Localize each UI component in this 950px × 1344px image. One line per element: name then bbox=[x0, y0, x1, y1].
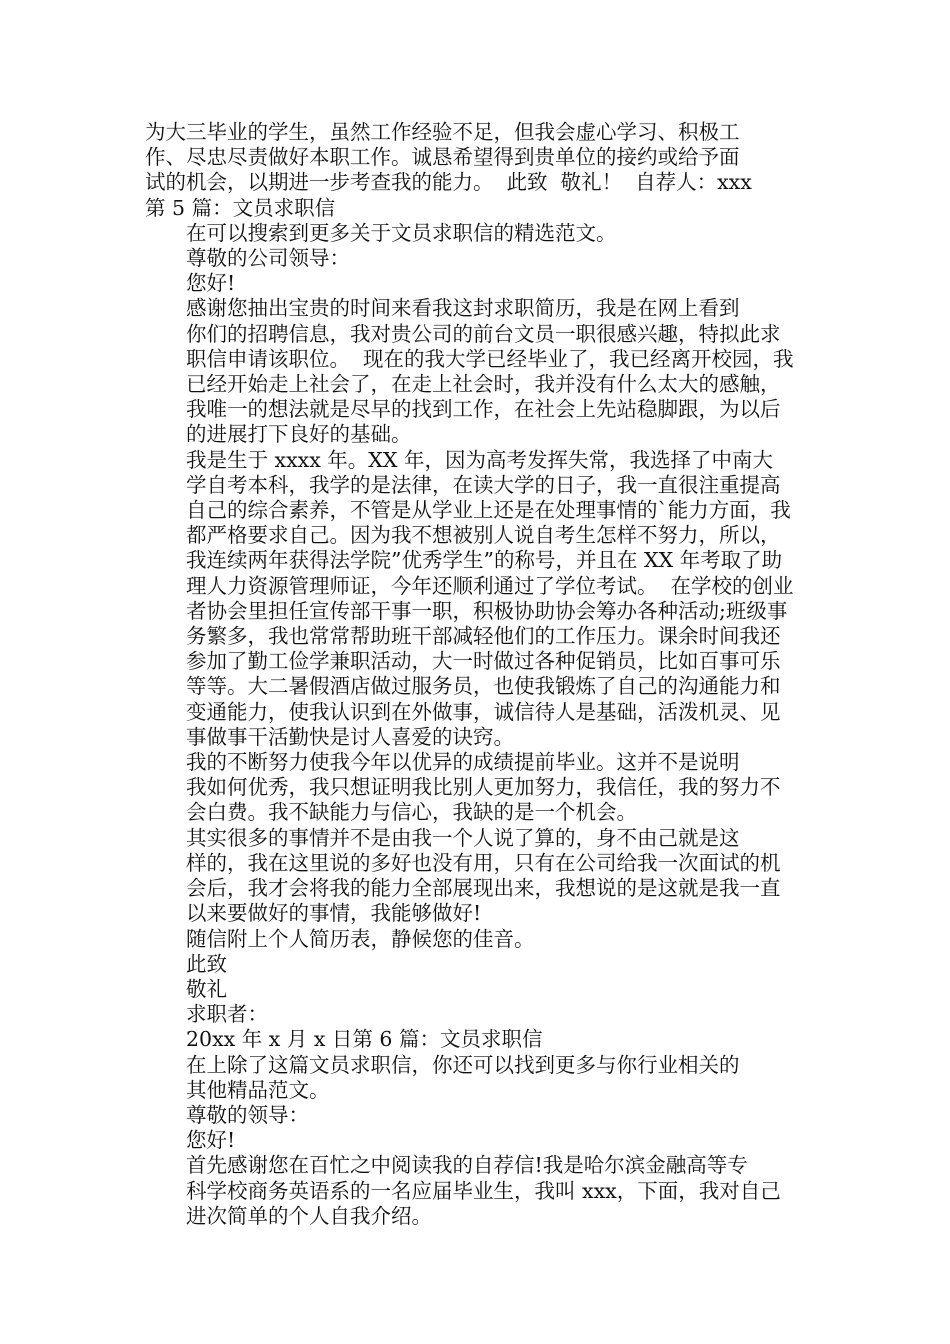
text-line: 在上除了这篇文员求职信，你还可以找到更多与你行业相关的 bbox=[186, 1052, 740, 1077]
text-line: 我如何优秀，我只想证明我比别人更加努力，我信任，我的努力不 bbox=[186, 775, 781, 800]
paragraph bbox=[145, 952, 809, 977]
text-line: 我唯一的想法就是尽早的找到工作，在社会上先站稳脚跟，为以后 bbox=[186, 397, 781, 422]
paragraph bbox=[145, 750, 809, 826]
text-line: 会后，我才会将我的能力全部展现出来，我想说的是这就是我一直 bbox=[186, 876, 781, 901]
text-line: 求职者： bbox=[186, 1002, 268, 1027]
paragraph bbox=[145, 448, 809, 750]
text-line: 您好! bbox=[186, 271, 236, 296]
text-line: 科学校商务英语系的一名应届毕业生，我叫 xxx，下面，我对自己 bbox=[186, 1178, 781, 1203]
text-line: 理人力资源管理师证，今年还顺利通过了学位考试。 在学校的创业 bbox=[186, 573, 794, 598]
text-line: 会白费。我不缺能力与信心，我缺的是一个机会。 bbox=[186, 800, 637, 825]
text-line: 试的机会，以期进一步考查我的能力。 此致 敬礼！ 自荐人：xxx bbox=[145, 170, 752, 195]
text-line: 以来要做好的事情，我能够做好! bbox=[186, 901, 482, 926]
text-line: 我的不断努力使我今年以优异的成绩提前毕业。这并不是说明 bbox=[186, 750, 740, 775]
text-line: 学自考本科，我学的是法律，在读大学的日子，我一直很注重提高 bbox=[186, 472, 781, 497]
text-line: 变通能力，使我认识到在外做事，诚信待人是基础，活泼机灵、见 bbox=[186, 699, 781, 724]
paragraph bbox=[145, 826, 809, 927]
paragraph bbox=[145, 120, 809, 221]
document-page bbox=[145, 120, 809, 1229]
paragraph bbox=[145, 1103, 809, 1128]
text-line: 随信附上个人简历表，静候您的佳音。 bbox=[186, 926, 535, 951]
paragraph bbox=[145, 1153, 809, 1229]
text-line: 务繁多，我也常常帮助班干部减轻他们的工作压力。课余时间我还 bbox=[186, 624, 781, 649]
paragraph bbox=[145, 977, 809, 1002]
text-line: 我是生于 xxxx 年。XX 年，因为高考发挥失常，我选择了中南大 bbox=[186, 447, 773, 472]
text-line: 首先感谢您在百忙之中阅读我的自荐信!我是哈尔滨金融高等专 bbox=[186, 1153, 748, 1178]
text-line: 等等。大二暑假酒店做过服务员，也使我锻炼了自己的沟通能力和 bbox=[186, 674, 781, 699]
text-line: 都严格要求自己。因为我不想被别人说自考生怎样不努力，所以， bbox=[186, 523, 781, 548]
text-line: 为大三毕业的学生，虽然工作经验不足，但我会虚心学习、积极工 bbox=[145, 120, 740, 144]
paragraph bbox=[145, 246, 809, 271]
paragraph bbox=[145, 271, 809, 296]
paragraph bbox=[145, 1053, 809, 1103]
text-line: 其他精品范文。 bbox=[186, 1077, 330, 1102]
text-line: 其实很多的事情并不是由我一个人说了算的，身不由己就是这 bbox=[186, 825, 740, 850]
paragraph bbox=[145, 296, 809, 447]
text-line: 尊敬的公司领导： bbox=[186, 246, 350, 271]
paragraph bbox=[145, 1128, 809, 1153]
paragraph bbox=[145, 927, 809, 952]
text-line: 您好! bbox=[186, 1128, 236, 1153]
text-line: 样的，我在这里说的多好也没有用，只有在公司给我一次面试的机 bbox=[186, 850, 781, 875]
text-line: 在可以搜索到更多关于文员求职信的精选范文。 bbox=[186, 220, 617, 245]
text-line: 作、尽忠尽责做好本职工作。诚恳希望得到贵单位的接约或给予面 bbox=[145, 145, 740, 170]
paragraph bbox=[145, 221, 809, 246]
text-line: 已经开始走上社会了，在走上社会时，我并没有什么太大的感触， bbox=[186, 372, 781, 397]
text-line: 感谢您抽出宝贵的时间来看我这封求职简历，我是在网上看到 bbox=[186, 296, 740, 321]
text-line: 者协会里担任宣传部干事一职，积极协助协会筹办各种活动;班级事 bbox=[186, 598, 788, 623]
text-line: 尊敬的领导： bbox=[186, 1102, 309, 1127]
paragraph bbox=[145, 1002, 809, 1027]
text-line: 我连续两年获得法学院”优秀学生”的称号，并且在 XX 年考取了助 bbox=[186, 548, 783, 573]
text-line: 第 5 篇：文员求职信 bbox=[145, 195, 336, 220]
text-line: 20xx 年 x 月 x 日第 6 篇：文员求职信 bbox=[186, 1027, 543, 1052]
text-line: 你们的招聘信息，我对贵公司的前台文员一职很感兴趣，特拟此求 bbox=[186, 321, 781, 346]
text-line: 此致 bbox=[186, 951, 227, 976]
text-line: 事做事干活勤快是讨人喜爱的诀窍。 bbox=[186, 724, 514, 749]
text-line: 参加了勤工俭学兼职活动，大一时做过各种促销员，比如百事可乐 bbox=[186, 649, 781, 674]
text-line: 自己的综合素养，不管是从学业上还是在处理事情的`能力方面，我 bbox=[186, 498, 791, 523]
paragraph bbox=[145, 1027, 809, 1052]
text-line: 的进展打下良好的基础。 bbox=[186, 422, 412, 447]
text-line: 敬礼 bbox=[186, 976, 227, 1001]
text-line: 职信申请该职位。 现在的我大学已经毕业了，我已经离开校园，我 bbox=[186, 346, 794, 371]
text-line: 进次简单的个人自我介绍。 bbox=[186, 1203, 432, 1228]
